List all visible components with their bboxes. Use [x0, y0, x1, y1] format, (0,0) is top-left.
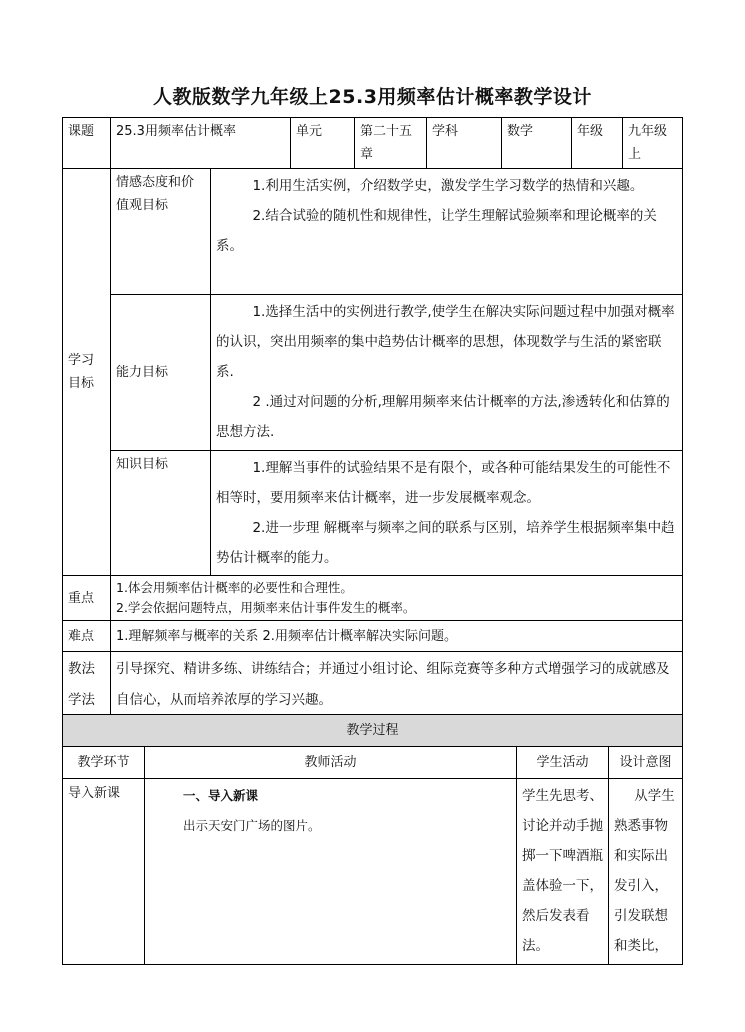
lesson-info-table [62, 117, 683, 719]
emotion-item-1: 1.利用生活实例，介绍数学史，激发学生学习数学的热情和兴趣。 [252, 178, 644, 194]
course-value: 25.3用频率估计概率 [111, 118, 291, 169]
key-points-label: 重点 [63, 576, 111, 621]
ability-objective-label: 能力目标 [111, 295, 211, 451]
ability-objective-content [211, 295, 683, 451]
process-header-student: 学生活动 [517, 747, 609, 779]
teacher-text: 出示天安门广场的图片。 [183, 818, 321, 833]
teacher-heading: 一、导入新课 [183, 788, 259, 803]
knowledge-item-2: 2.进一步理 解概率与频率之间的联系与区别，培养学生根据频率集中趋势估计概率的能力。 [216, 520, 675, 566]
subject-value: 数学 [502, 118, 572, 169]
key-point-item-1: 1.体会用频率估计概率的必要性和合理性。 [116, 580, 353, 595]
emotion-objective-content [211, 169, 683, 295]
knowledge-item-1: 1.理解当事件的试验结果不是有限个，或各种可能结果发生的可能性不相等时，要用频率来估计概率，进一步发展概率观念。 [216, 460, 671, 506]
ability-item-2: 2 .通过对问题的分析,理解用频率来估计概率的方法,渗透转化和估算的思想方法. [216, 394, 670, 440]
key-point-item-2: 2.学会依据问题特点，用频率来估计事件发生的概率。 [116, 600, 416, 615]
process-header-stage: 教学环节 [63, 747, 145, 779]
difficulties-label: 难点 [63, 621, 111, 652]
page-title: 人教版数学九年级上25.3用频率估计概率教学设计 [153, 86, 592, 108]
methods-label: 教法学法 [63, 652, 111, 719]
unit-label: 单元 [291, 118, 355, 169]
process-title: 教学过程 [63, 715, 683, 747]
grade-label: 年级 [572, 118, 623, 169]
objectives-label: 学习目标 [63, 169, 111, 576]
emotion-objective-label: 情感态度和价值观目标 [111, 169, 211, 295]
unit-value: 第二十五章 [355, 118, 427, 169]
process-stage-cell: 导入新课 [63, 779, 145, 965]
ability-item-1: 1.选择生活中的实例进行教学,使学生在解决实际问题过程中加强对概率的认识，突出用频率的集中趋势估计概率的思想，体现数学与生活的紧密联系. [216, 304, 675, 380]
key-points-content [111, 576, 683, 621]
methods-content: 引导探究、精讲多练、讲练结合；并通过小组讨论、组际竞赛等多种方式增强学习的成就感及自信心，从而培养浓厚的学习兴趣。 [111, 652, 683, 719]
process-teacher-cell [145, 779, 517, 965]
process-intent-cell: 从学生熟悉事物和实际出发引入，引发联想和类比， [609, 779, 683, 965]
process-header-teacher: 教师活动 [145, 747, 517, 779]
course-label: 课题 [63, 118, 111, 169]
process-header-intent: 设计意图 [609, 747, 683, 779]
subject-label: 学科 [427, 118, 502, 169]
teaching-process-table [62, 714, 683, 965]
emotion-item-2: 2.结合试验的随机性和规律性，让学生理解试验频率和理论概率的关系。 [216, 208, 657, 254]
grade-value: 九年级上 [623, 118, 683, 169]
process-student-cell: 学生先思考、讨论并动手抛掷一下啤酒瓶盖体验一下，然后发表看法。 [517, 779, 609, 965]
difficulties-content: 1.理解频率与概率的关系 2.用频率估计概率解决实际问题。 [111, 621, 683, 652]
knowledge-objective-label: 知识目标 [111, 451, 211, 576]
knowledge-objective-content [211, 451, 683, 576]
